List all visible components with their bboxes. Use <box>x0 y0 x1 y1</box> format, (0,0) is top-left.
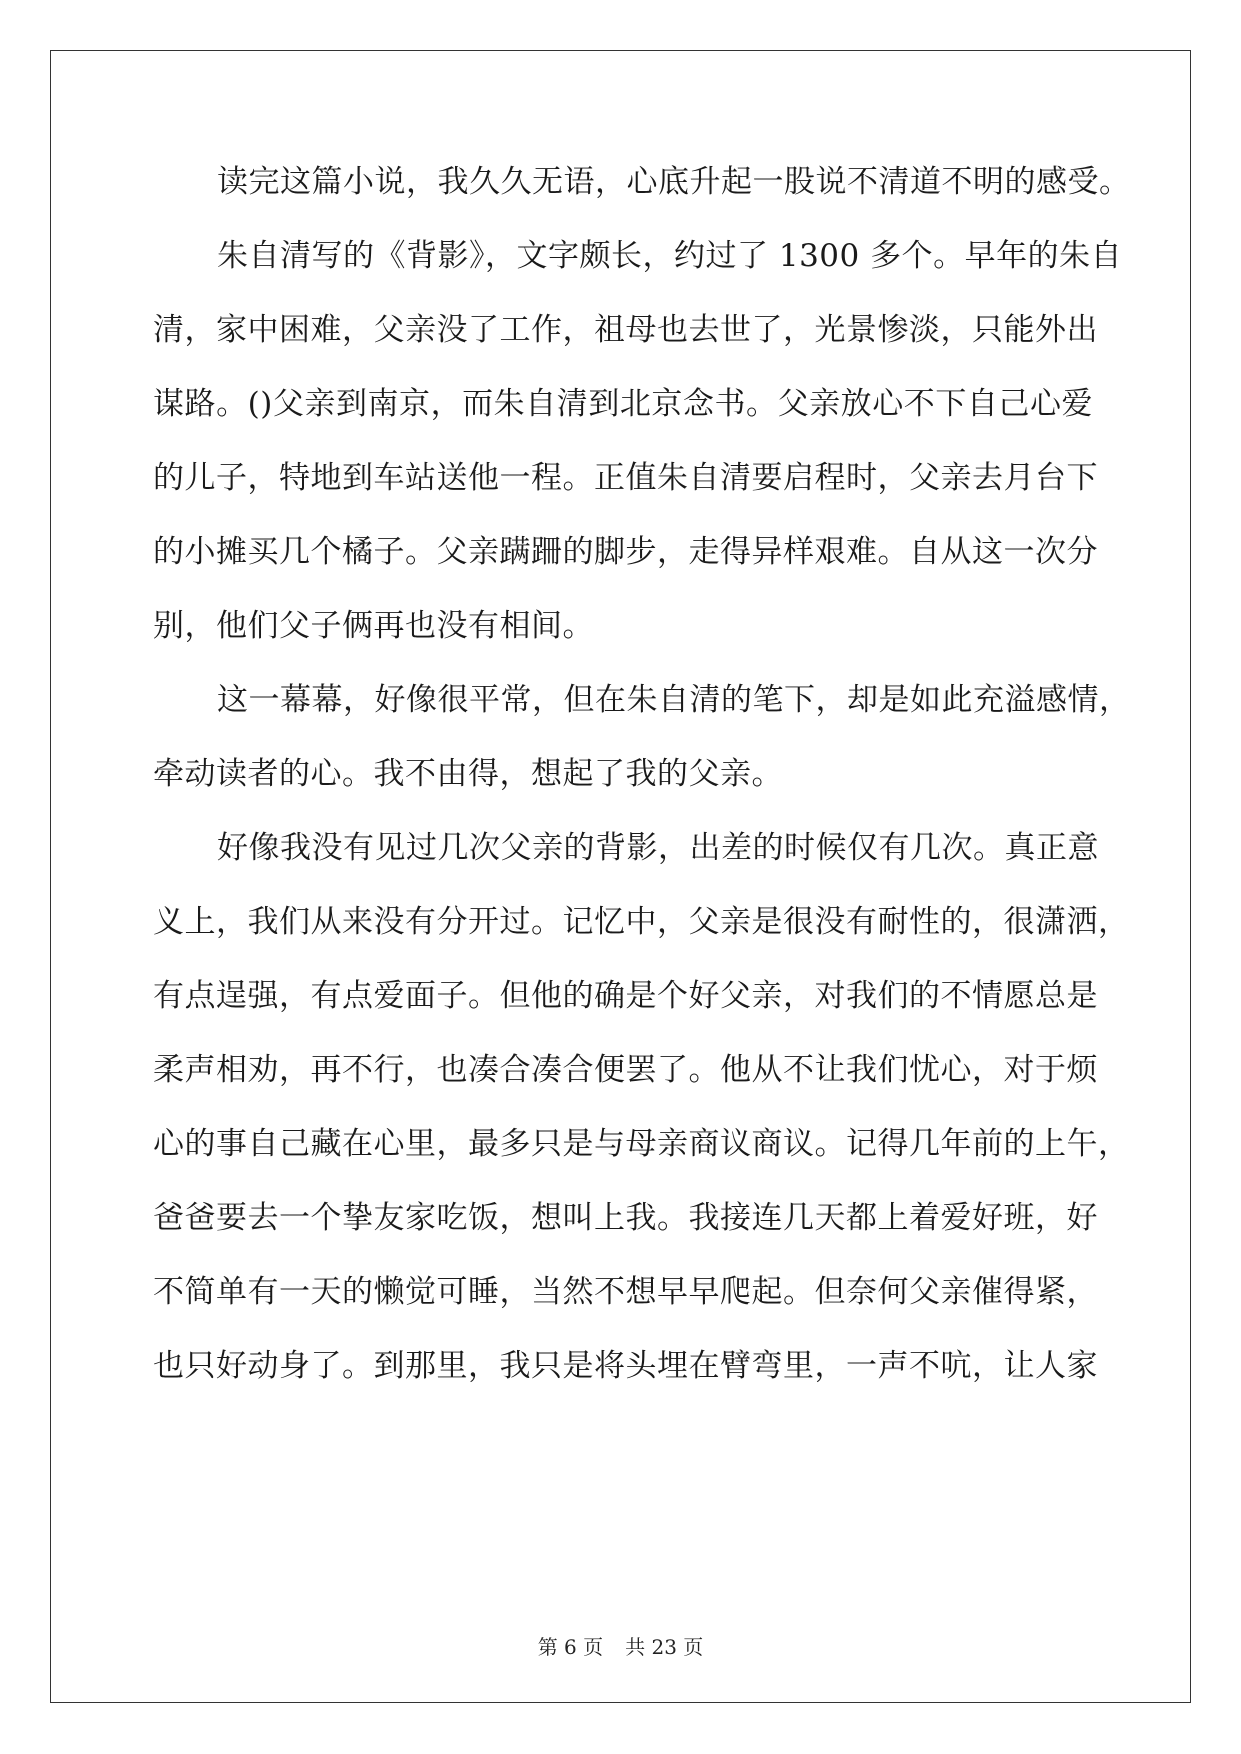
text-line: 有点逞强，有点爱面子。但他的确是个好父亲，对我们的不情愿总是 <box>153 978 1098 1014</box>
total-pages-indicator: 共 23 页 <box>625 1635 704 1659</box>
text-line: 这一幕幕，好像很平常，但在朱自清的笔下，却是如此充溢感情， <box>217 682 1131 718</box>
text-line: 别，他们父子俩再也没有相间。 <box>153 608 594 644</box>
current-page-indicator: 第 6 页 <box>537 1635 604 1659</box>
text-line: 牵动读者的心。我不由得，想起了我的父亲。 <box>153 756 783 792</box>
page-border <box>50 50 1191 1703</box>
text-line: 朱自清写的《背影》，文字颇长，约过了 1300 多个。早年的朱自 <box>217 238 1123 274</box>
text-line: 好像我没有见过几次父亲的背影，出差的时候仅有几次。真正意 <box>217 830 1099 866</box>
text-line: 的儿子，特地到车站送他一程。正值朱自清要启程时，父亲去月台下 <box>153 460 1098 496</box>
text-line: 心的事自己藏在心里，最多只是与母亲商议商议。记得几年前的上午， <box>153 1126 1130 1162</box>
text-line: 也只好动身了。到那里，我只是将头埋在臂弯里，一声不吭，让人家 <box>153 1348 1098 1384</box>
text-line: 谋路。()父亲到南京，而朱自清到北京念书。父亲放心不下自己心爱 <box>153 386 1093 422</box>
text-line: 义上，我们从来没有分开过。记忆中，父亲是很没有耐性的，很潇洒， <box>153 904 1130 940</box>
text-line: 柔声相劝，再不行，也凑合凑合便罢了。他从不让我们忧心，对于烦 <box>153 1052 1098 1088</box>
text-line: 不简单有一天的懒觉可睡，当然不想早早爬起。但奈何父亲催得紧， <box>153 1274 1098 1310</box>
text-line: 清，家中困难，父亲没了工作，祖母也去世了，光景惨淡，只能外出 <box>153 312 1098 348</box>
text-line: 爸爸要去一个挚友家吃饭，想叫上我。我接连几天都上着爱好班，好 <box>153 1200 1098 1236</box>
page-footer <box>0 1634 1241 1660</box>
text-line: 的小摊买几个橘子。父亲蹒跚的脚步，走得异样艰难。自从这一次分 <box>153 534 1098 570</box>
text-line: 读完这篇小说，我久久无语，心底升起一股说不清道不明的感受。 <box>217 164 1131 200</box>
